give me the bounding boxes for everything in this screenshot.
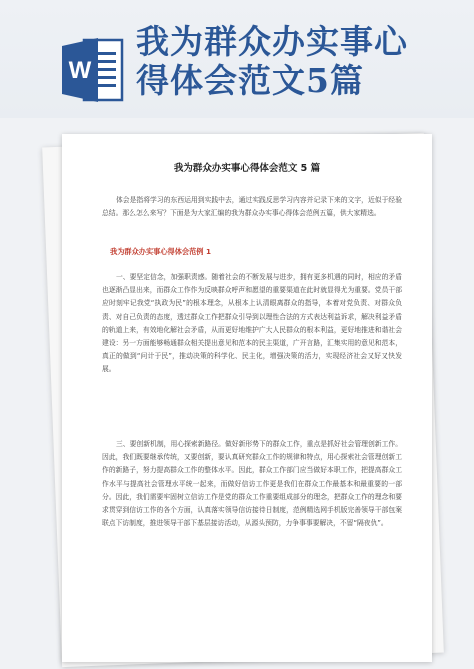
document-title: 我为群众办实事心得体会范文 5 篇 bbox=[173, 163, 321, 174]
document-page bbox=[62, 134, 432, 662]
svg-text:W: W bbox=[68, 57, 92, 84]
section-heading: 我为群众办实事心得体会范例 1 bbox=[110, 247, 211, 256]
banner-title bbox=[136, 22, 466, 100]
paragraph-three: 三、要创新机制，用心探索新路径。做好新形势下的群众工作，重点是抓好社会管理创新工作。因此，我们既要继承传统，又要创新，要认真研究群众工作的规律和特点，用心探索社会管理创新工作的新路子，努力提高群众工作的整体水平。因此，群众工作部门应当做好本职工作，把提高群众工作水平与提高社会管理水平统一起来，而做好信访工作更是我们在群众工作最基本和最重要的一部分。因此，我们需要牢固树立信访工作是党的群众工作重要组成部分的理念，把群众工作的理念和要求贯穿到信访工作的各个方面，认真落实领导信访接待日制度，范例精选网手机版完善领导干部包案联点下访制度，推进领导干部下基层接访活动，从源头预防，力争事事要解决，不留“隔夜仇”。 bbox=[102, 440, 402, 528]
banner-title-line-1: 我为群众办实事心 bbox=[136, 22, 408, 61]
paragraph-one: 一、要坚定信念，加强职责感。随着社会的不断发展与进步，拥有更多机遇的同时，相应的矛盾也逐渐凸显出来，而群众工作作为反映群众呼声和愿望的重要渠道在此时就显得尤为重要。党员干部应时刻牢记我党“执政为民”的根本理念，从根本上认清眼离群众的指导，本着对党负责、对群众负责、对自己负责的态度，透过群众工作把群众引导到以理性合法的方式表达利益诉求，解决利益矛盾的轨道上来，有效地化解社会矛盾，从而更好地维护广大人民群众的根本利益，更好地推进和谐社会建设：另一方面能够畅通群众相关提出意见和范本的民主渠道，广开言路，汇集实用的意见和范本，真正的做到“问计于民”，推动决策的科学化、民主化，增强决策的活力，实现经济社会又好又快发展。 bbox=[102, 273, 402, 374]
intro-paragraph: 体会是指将学习的东西运用到实践中去，通过实践反思学习内容并记录下来的文字，近似于经验总结。那么怎么来写？下面是为大家汇编的我为群众办实事心得体会范例五篇，供大家精选。 bbox=[102, 196, 402, 218]
header-banner bbox=[0, 0, 474, 118]
word-document-icon bbox=[62, 34, 124, 106]
banner-title-line-2: 得体会范文5篇 bbox=[136, 61, 364, 100]
